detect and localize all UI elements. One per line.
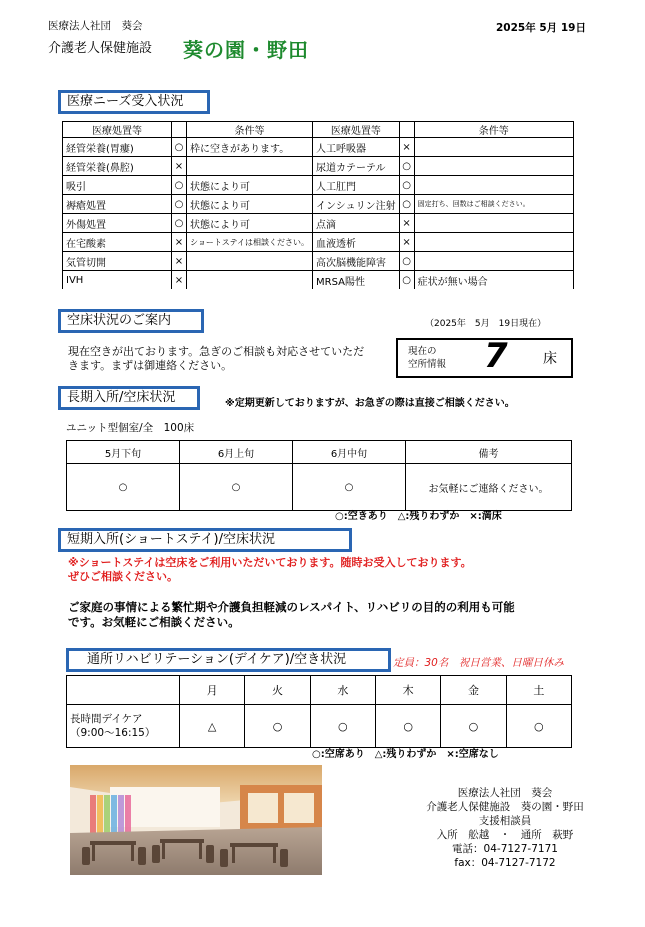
procedure-name: MRSA陽性 [313, 271, 400, 290]
notice-line: ぜひご相談ください。 [68, 570, 178, 583]
condition [187, 252, 313, 271]
day-header: 火 [245, 676, 310, 705]
procedure-name: インシュリン注射 [313, 195, 400, 214]
procedure-name: 経管栄養(胃瘻) [63, 138, 172, 157]
header-cell: 備考 [406, 441, 572, 464]
availability-mark: ○ [441, 705, 506, 748]
org-name: 医療法人社団 葵会 [48, 20, 143, 32]
table-row [67, 705, 572, 748]
condition: 状態により可 [187, 176, 313, 195]
table-header-row [63, 122, 574, 138]
availability-mark: ○ [67, 464, 180, 511]
header-cell [67, 676, 180, 705]
short-term-description [68, 600, 515, 630]
service-hours: （9:00～16:15） [70, 727, 156, 739]
vacancy-label-line: 空所情報 [408, 359, 447, 370]
contact-phone: 電話：04-7127-7171 [452, 843, 558, 855]
day-header: 木 [375, 676, 440, 705]
condition [414, 233, 573, 252]
contact-staff: 入所 舩越 ・ 通所 萩野 [436, 829, 574, 841]
service-name-line: 長時間デイケア [70, 713, 143, 725]
facility-title: 葵の園・野田 [183, 38, 309, 62]
acceptance-mark: ○ [172, 138, 187, 157]
vacancy-label [408, 345, 446, 371]
room-type: ユニット型個室/全 100床 [66, 422, 195, 434]
acceptance-mark: × [399, 214, 414, 233]
acceptance-mark: × [172, 233, 187, 252]
procedure-name: 在宅酸素 [63, 233, 172, 252]
acceptance-mark: × [172, 157, 187, 176]
procedure-name: 褥瘡処置 [63, 195, 172, 214]
condition: 症状が無い場合 [414, 271, 573, 290]
procedure-name: 点滴 [313, 214, 400, 233]
acceptance-mark: × [399, 233, 414, 252]
availability-mark: ○ [506, 705, 571, 748]
availability-mark: ○ [180, 464, 293, 511]
table-row [63, 252, 574, 271]
daycare-capacity: 定員：30名 祝日営業、日曜日休み [393, 657, 564, 669]
acceptance-mark: ○ [399, 157, 414, 176]
header-cell: 6月上旬 [180, 441, 293, 464]
document-date: 2025年 5月 19日 [496, 22, 586, 34]
procedure-name: 気管切開 [63, 252, 172, 271]
table-row [63, 214, 574, 233]
table-header-row [67, 676, 572, 705]
acceptance-mark: ○ [399, 271, 414, 290]
availability-mark: ○ [245, 705, 310, 748]
vacancy-unit: 床 [543, 351, 557, 367]
availability-mark: ○ [293, 464, 406, 511]
long-term-table [66, 440, 572, 511]
table-row [67, 464, 572, 511]
acceptance-mark: ○ [172, 176, 187, 195]
contact-block [405, 786, 605, 870]
availability-mark: ○ [310, 705, 375, 748]
long-term-note: ※定期更新しておりますが、お急ぎの際は直接ご相談ください。 [225, 398, 515, 409]
contact-role: 支援相談員 [478, 815, 532, 827]
procedure-name: 人工肛門 [313, 176, 400, 195]
beds-message-line: 現在空きが出ております。急ぎのご相談も対応させていただ [68, 345, 365, 358]
contact-org: 医療法人社団 葵会 [457, 787, 553, 799]
availability-mark: ○ [375, 705, 440, 748]
acceptance-mark: ○ [172, 214, 187, 233]
acceptance-mark: ○ [172, 195, 187, 214]
condition [414, 138, 573, 157]
beds-as-of-date: （2025年 5月 19日現在） [425, 319, 547, 329]
procedure-name: 尿道カテーテル [313, 157, 400, 176]
availability-mark: △ [180, 705, 245, 748]
long-term-legend: ○:空きあり △:残りわずか ×:満床 [335, 511, 502, 522]
header-cell: 条件等 [187, 122, 313, 138]
header-cell: 医療処置等 [313, 122, 400, 138]
notice-line: ※ショートステイは空床をご利用いただいております。随時お受入しております。 [68, 556, 472, 569]
header-cell: 5月下旬 [67, 441, 180, 464]
facility-interior-photo [70, 765, 322, 875]
acceptance-mark: × [172, 271, 187, 290]
condition [414, 214, 573, 233]
facility-photo-illustration [70, 765, 322, 875]
condition: 枠に空きがあります。 [187, 138, 313, 157]
daycare-legend: ○:空席あり △:残りわずか ×:空席なし [312, 749, 499, 760]
condition [187, 157, 313, 176]
section-title-short-term: 短期入所(ショートステイ)/空床状況 [58, 528, 352, 552]
description-line: です。お気軽にご相談ください。 [68, 615, 240, 629]
section-title-medical: 医療ニーズ受入状況 [58, 90, 210, 114]
acceptance-mark: ○ [399, 176, 414, 195]
header-cell [172, 122, 187, 138]
condition: ショートステイは相談ください。 [187, 233, 313, 252]
day-header: 土 [506, 676, 571, 705]
condition [414, 252, 573, 271]
beds-message-line: きます。まずは御連絡ください。 [68, 359, 233, 372]
day-header: 金 [441, 676, 506, 705]
vacancy-label-line: 現在の [408, 346, 437, 357]
condition: 固定打ち、回数はご相談ください。 [414, 195, 573, 214]
remarks: お気軽にご連絡ください。 [406, 464, 572, 511]
procedure-name: 血液透析 [313, 233, 400, 252]
procedure-name: IVH [63, 271, 172, 290]
header-cell: 医療処置等 [63, 122, 172, 138]
section-title-long-term: 長期入所/空床状況 [58, 386, 200, 410]
condition [414, 157, 573, 176]
table-row [63, 233, 574, 252]
facility-type: 介護老人保健施設 [48, 41, 153, 56]
header-cell: 条件等 [414, 122, 573, 138]
description-line: ご家庭の事情による繁忙期や介護負担軽減のレスパイト、リハビリの目的の利用も可能 [68, 600, 515, 614]
table-row [63, 195, 574, 214]
condition: 状態により可 [187, 195, 313, 214]
day-header: 水 [310, 676, 375, 705]
acceptance-mark: × [399, 138, 414, 157]
section-title-daycare: 通所リハビリテーション(デイケア)/空き状況 [66, 648, 391, 672]
procedure-name: 高次脳機能障害 [313, 252, 400, 271]
beds-message [68, 345, 388, 373]
table-row [63, 157, 574, 176]
procedure-name: 人工呼吸器 [313, 138, 400, 157]
procedure-name: 吸引 [63, 176, 172, 195]
acceptance-mark: × [172, 252, 187, 271]
acceptance-mark: ○ [399, 252, 414, 271]
table-row [63, 271, 574, 290]
section-title-beds: 空床状況のご案内 [58, 309, 204, 333]
table-row [63, 138, 574, 157]
daycare-table [66, 675, 572, 748]
table-row [63, 176, 574, 195]
contact-facility: 介護老人保健施設 葵の園・野田 [426, 801, 584, 813]
header-cell [399, 122, 414, 138]
condition: 状態により可 [187, 214, 313, 233]
medical-needs-table [62, 121, 574, 289]
condition [414, 176, 573, 195]
table-header-row [67, 441, 572, 464]
acceptance-mark: ○ [399, 195, 414, 214]
day-header: 月 [180, 676, 245, 705]
header-cell: 6月中旬 [293, 441, 406, 464]
condition [187, 271, 313, 290]
vacancy-count: 7 [484, 336, 508, 376]
short-term-notice [68, 556, 472, 584]
service-name [67, 705, 180, 748]
contact-fax: fax：04-7127-7172 [454, 857, 556, 869]
procedure-name: 外傷処置 [63, 214, 172, 233]
procedure-name: 経管栄養(鼻腔) [63, 157, 172, 176]
